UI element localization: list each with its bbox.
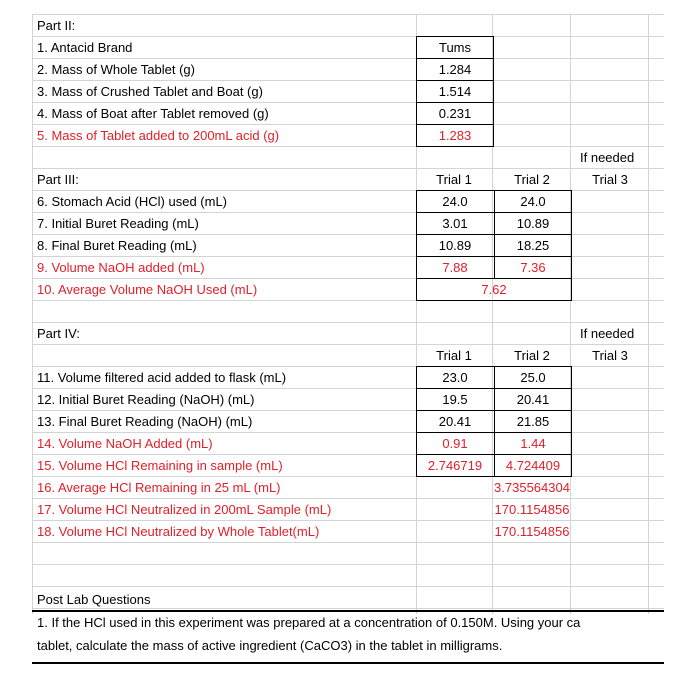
post-lab-question-line2: tablet, calculate the mass of active ingredient (CaCO3) in the tablet in milligrams. xyxy=(37,638,503,653)
part4-cell: 20.41 xyxy=(516,392,550,407)
part4-cell: 20.41 xyxy=(438,414,472,429)
part2-heading: Part II: xyxy=(37,18,76,33)
part4-header-trial3: Trial 3 xyxy=(592,348,628,363)
part4-merged-value: 170.1154856 xyxy=(494,524,570,539)
part2-value: 0.231 xyxy=(438,106,472,121)
part4-merged-value: 170.1154856 xyxy=(494,502,570,517)
part3-row-label: 9. Volume NaOH added (mL) xyxy=(37,260,205,275)
part3-header-trial2: Trial 2 xyxy=(514,172,550,187)
part3-header-trial1: Trial 1 xyxy=(436,172,472,187)
part4-row-label: 15. Volume HCl Remaining in sample (mL) xyxy=(37,458,283,473)
part3-heading: Part III: xyxy=(37,172,79,187)
part2-value: 1.514 xyxy=(438,84,472,99)
part3-row-label: 7. Initial Buret Reading (mL) xyxy=(37,216,199,231)
part3-row-label: 8. Final Buret Reading (mL) xyxy=(37,238,197,253)
part4-header-trial2: Trial 2 xyxy=(514,348,550,363)
part4-row-label: 13. Final Buret Reading (NaOH) (mL) xyxy=(37,414,253,429)
part4-merged-value: 3.735564304 xyxy=(494,480,570,495)
part4-row-label: 17. Volume HCl Neutralized in 200mL Sample (mL) xyxy=(37,502,332,517)
part2-value: 1.284 xyxy=(438,62,472,77)
part4-if-needed: If needed xyxy=(580,326,635,341)
part3-cell: 3.01 xyxy=(442,216,468,231)
part4-cell: 0.91 xyxy=(442,436,468,451)
part4-row-label: 11. Volume filtered acid added to flask (mL) xyxy=(37,370,287,385)
part4-cell: 25.0 xyxy=(520,370,546,385)
part4-header-trial1: Trial 1 xyxy=(436,348,472,363)
part3-cell: 7.36 xyxy=(520,260,546,275)
part3-cell: 7.88 xyxy=(442,260,468,275)
part3-row-label: 6. Stomach Acid (HCl) used (mL) xyxy=(37,194,228,209)
part3-header-trial3: Trial 3 xyxy=(592,172,628,187)
part4-row-label: 18. Volume HCl Neutralized by Whole Tablet(mL) xyxy=(37,524,320,539)
part4-heading: Part IV: xyxy=(37,326,80,341)
part3-cell: 10.89 xyxy=(516,216,550,231)
post-lab-question-line1: 1. If the HCl used in this experiment was prepared at a concentration of 0.150M. Using your ca xyxy=(37,615,581,630)
part3-row-label: 10. Average Volume NaOH Used (mL) xyxy=(37,282,258,297)
part4-cell: 4.724409 xyxy=(505,458,561,473)
part3-average-value: 7.62 xyxy=(481,282,507,297)
part4-row-label: 16. Average HCl Remaining in 25 mL (mL) xyxy=(37,480,281,495)
part2-row-label: 3. Mass of Crushed Tablet and Boat (g) xyxy=(37,84,263,99)
part4-cell: 19.5 xyxy=(442,392,468,407)
part2-row-label: 5. Mass of Tablet added to 200mL acid (g) xyxy=(37,128,280,143)
part2-value: 1.283 xyxy=(438,128,472,143)
part4-cell: 23.0 xyxy=(442,370,468,385)
part3-cell: 24.0 xyxy=(442,194,468,209)
part4-row-label: 12. Initial Buret Reading (NaOH) (mL) xyxy=(37,392,255,407)
part4-cell: 1.44 xyxy=(520,436,546,451)
part2-value: Tums xyxy=(438,40,472,55)
part4-cell: 21.85 xyxy=(516,414,550,429)
part2-row-label: 2. Mass of Whole Tablet (g) xyxy=(37,62,195,77)
part3-cell: 24.0 xyxy=(520,194,546,209)
part2-row-label: 4. Mass of Boat after Tablet removed (g) xyxy=(37,106,269,121)
part3-if-needed: If needed xyxy=(580,150,635,165)
post-lab-heading: Post Lab Questions xyxy=(37,592,151,607)
part4-row-label: 14. Volume NaOH Added (mL) xyxy=(37,436,213,451)
part2-row-label: 1. Antacid Brand xyxy=(37,40,133,55)
part4-cell: 2.746719 xyxy=(427,458,483,473)
part3-cell: 18.25 xyxy=(516,238,550,253)
part3-cell: 10.89 xyxy=(438,238,472,253)
